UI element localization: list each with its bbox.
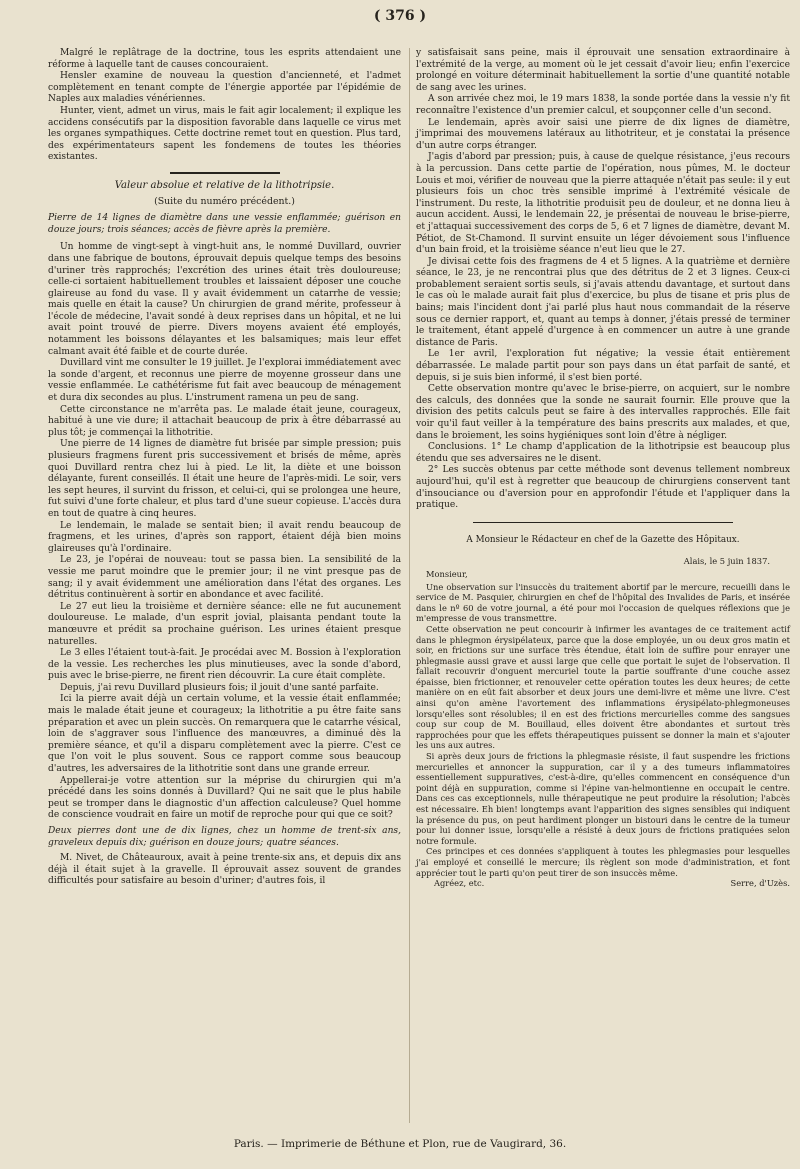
- paragraph: Conclusions. 1° Le champ d'application de la lithotripsie est beaucoup plus étendu que ses adversaires ne le disent.: [416, 442, 790, 464]
- paragraph: Le 23, je l'opérai de nouveau: tout se passa bien. La sensibilité de la vessie me parut moindre que le premier jour; il ne vint presque pas de sang; il y avait évidemment une amélioration dans l'état des organes. Les détritus continuèrent à sortir en abondance et avec facilité.: [48, 555, 401, 601]
- letter-salutation: Monsieur,: [426, 568, 468, 579]
- letter-signoff: [416, 878, 790, 889]
- letter-address: A Monsieur le Rédacteur en chef de la Gazette des Hôpitaux.: [466, 534, 740, 545]
- paragraph: Le lendemain, après avoir saisi une pierre de dix lignes de diamètre, j'imprimai des mouvemens latéraux au lithotriteur, et je constatai la présence d'un autre corps étranger.: [416, 117, 790, 151]
- paragraph: Le lendemain, le malade se sentait bien; il avait rendu beaucoup de fragmens, et les urines, d'après son rapport, étaient déjà bien moins glaireuses qu'à l'ordinaire.: [48, 520, 401, 554]
- page-number: ( 376 ): [373, 8, 427, 24]
- letter-date: Alais, le 5 juin 1837.: [683, 556, 770, 567]
- paragraph: Hensler examine de nouveau la question d'ancienneté, et l'admet complètement en tenant compte de l'énergie apportée par l'épidémie de Naples aux maladies vénériennes.: [48, 71, 401, 105]
- printer-footer: Paris. — Imprimerie de Béthune et Plon, rue de Vaugirard, 36.: [233, 1138, 567, 1150]
- section-subtitle: (Suite du numéro précédent.): [154, 195, 295, 207]
- left-column: [48, 48, 401, 888]
- letter-body: [416, 556, 790, 888]
- closing-formula: Agréez, etc.: [434, 878, 485, 889]
- paragraph: Je divisai cette fois des fragmens de 4 et 5 lignes. A la quatrième et dernière séance, le 23, je ne rencontrai plus que des détritus de 2 et 3 lignes. Ceux-ci probablement seraient sortis seuls, si j'avais attendu davantage, et surtout dans le cas où le malade aurait fait plus d'exercice, bu plus de tisane et pris plus de bains; mais l'incident dont j'ai parlé plus haut nous commandait de la réserve sous ce dernier rapport, et, quant au temps à donner, j'étais pressé de terminer le traitement, étant appelé d'urgence à en commencer un autre à une grande distance de Paris.: [416, 256, 790, 348]
- paragraph: Un homme de vingt-sept à vingt-huit ans, le nommé Duvillard, ouvrier dans une fabrique de boutons, éprouvait depuis quelque temps des besoins d'uriner très rapprochés; l'excrétion des urines était très douloureuse; celle-ci sortaient habituellement troubles et laissaient déposer une couche glaireuse au fond du vase. Il y avait évidemment un catarrhe de vessie; mais quelle en était la cause? Un chirurgien de grand mérite, professeur à l'école de médecine, l'avait sondé à deux reprises dans un hôpital, et ne lui avait point trouvé de pierre. Divers moyens avaient été employés, notamment les boissons délayantes et les balsamiques; mais leur effet calmant avait été faible et de courte durée.: [48, 242, 401, 357]
- column-separator: [409, 48, 410, 1123]
- paragraph: Hunter, vient, admet un virus, mais le fait agir localement; il explique les accidens consécutifs par la disposition favorable dans laquelle ce virus met les organes sympathiques. Cette doctrine remet tout en question. Plus tard, des expérimentateurs sapent les fondemens de toutes les théories existantes.: [48, 105, 401, 163]
- paragraph: y satisfaisait sans peine, mais il éprouvait une sensation extraordinaire à l'extrémité de la verge, au moment où le jet cessait d'avoir lieu; enfin l'exercice prolongé en voiture déterminait habituellement la sortie d'une quantité notable de sang avec les urines.: [416, 48, 790, 93]
- paragraph: Le 3 elles l'étaient tout-à-fait. Je procédai avec M. Bossion à l'exploration de la vessie. Les recherches les plus minutieuses, avec la sonde d'abord, puis avec le brise-pierre, ne firent rien découvrir. La cure était complète.: [48, 648, 401, 682]
- signature: Serre, d'Uzès.: [730, 878, 790, 889]
- paragraph: M. Nivet, de Châteauroux, avait à peine trente-six ans, et depuis dix ans déjà il était sujet à la gravelle. Il éprouvait assez souvent de grandes difficultés pour satisfaire au besoin d'uriner; d'autres fois, il: [48, 853, 401, 887]
- paragraph: Depuis, j'ai revu Duvillard plusieurs fois; il jouit d'une santé parfaite.: [60, 682, 379, 693]
- case-heading: Pierre de 14 lignes de diamètre dans une vessie enflammée; guérison en douze jours; trois séances; accès de fièvre après la première.: [48, 213, 401, 235]
- paragraph: Cette observation ne peut concourir à infirmer les avantages de ce traitement actif dans le phlegmon érysipélateux, parce que la dose employée, un ou deux gros matin et soir, en frictions sur une surface très étendue, était loin de suffire pour enrayer une phlegmasie aussi grave et aussi large que celle que portait le sujet de l'observation. Il fallait recouvrir d'onguent mercuriel toute la partie souffrante d'une couche assez épaisse, bien frictionner, et renouveler cette opération toutes les deux heures; de cette manière on en eût fait absorber et deux jours une demi-livre et même une livre. C'est ainsi qu'on amène l'avortement des inflammations érysipélato-phlegmoneuses lorsqu'elles sont résolubles; il en est des frictions mercurielles comme des sangsues coup sur coup de M. Bouillaud, elles doivent être abondantes et surtout très rapprochées pour que les effets thérapeutiques puissent se donner la main et s'ajouter les uns aux autres.: [416, 623, 790, 751]
- paragraph: Une observation sur l'insuccès du traitement abortif par le mercure, recueilli dans le service de M. Pasquier, chirurgien en chef de l'hôpital des Invalides de Paris, et insérée dans le nº 60 de votre journal, a été pour moi l'occasion de quelques réflexions que je m'empresse de vous transmettre.: [416, 581, 790, 624]
- paragraph: Duvillard vint me consulter le 19 juillet. Je l'explorai immédiatement avec la sonde d'argent, et reconnus une pierre de moyenne grosseur dans une vessie enflammée. Le cathétérisme fut fait avec beaucoup de ménagement et dura dix secondes au plus. L'instrument ramena un peu de sang.: [48, 358, 401, 404]
- paragraph: Si après deux jours de frictions la phlegmasie résiste, il faut suspendre les frictions mercurielles et annoncer la suppuration, car il y a des tumeurs inflammatoires essentiellement suppuratives, c'est-à-dire, qu'elles commencent en conséquence d'un point déjà en suppuration, comme si l'épine van-helmontienne en occupait le centre. Dans ces cas exceptionnels, nulle thérapeutique ne peut produire la résolution; l'abcès est nécessaire. Eh bien! longtemps avant l'apparition des signes sensibles qui indiquent la présence du pus, on peut hardiment plonger un bistouri dans le centre de la tumeur pour lui donner issue, lorsqu'elle a résisté à deux jours de frictions pratiquées selon notre formule.: [416, 751, 790, 846]
- paragraph: Appellerai-je votre attention sur la méprise du chirurgien qui m'a précédé dans les soins donnés à Duvillard? Qui ne sait que le plus habile peut se tromper dans le diagnostic d'un affection calculeuse? Quel homme de conscience voudrait en faire un motif de reproche pour qui que ce soit?: [48, 775, 401, 821]
- paragraph: A son arrivée chez moi, le 19 mars 1838, la sonde portée dans la vessie n'y fit reconnaître l'existence d'un premier calcul, et soupçonner celle d'un second.: [416, 94, 790, 116]
- paragraph: Le 27 eut lieu la troisième et dernière séance: elle ne fut aucunement douloureuse. Le malade, d'un esprit jovial, plaisanta pendant toute la manœuvre et prédit sa prochaine guérison. Les urines étaient presque naturelles.: [48, 601, 401, 647]
- section-divider: [170, 172, 280, 174]
- paragraph: J'agis d'abord par pression; puis, à cause de quelque résistance, j'eus recours à la percussion. Dans cette partie de l'opération, nous pûmes, M. le docteur Louis et moi, vérifier de nouveau que la pierre attaquée n'était pas seule: il y eut plusieurs fois un choc très sensible imprimé à l'extrémité vésicale de l'instrument. Du reste, la lithotritie produisit peu de douleur, et ne donna lieu à aucun accident. Aussi, le lendemain 22, je présentai de nouveau le brise-pierre, et j'attaquai successivement des corps de 5, 6 et 7 lignes de diamètre, devant M. Pétiot, de St-Chamond. Il survint ensuite un léger dévoiement sous l'influence d'un bain froid, et la troisième séance n'eut lieu que le 27.: [416, 152, 790, 256]
- paragraph: Cette circonstance ne m'arrêta pas. Le malade était jeune, courageux, habitué à une vie dure; il attachait beaucoup de prix à être débarrassé au plus tôt; je commençai la lithotritie.: [48, 404, 401, 438]
- paragraph: 2° Les succès obtenus par cette méthode sont devenus tellement nombreux aujourd'hui, qu'il est à regretter que beaucoup de chirurgiens conservent tant d'insouciance ou d'aversion pour en approfondir l'étude et l'appliquer dans la pratique.: [416, 465, 790, 511]
- paragraph: Cette observation montre qu'avec le brise-pierre, on acquiert, sur le nombre des calculs, des données que la sonde ne saurait fournir. Elle prouve que la division des petits calculs peut se faire à des intervalles rapprochés. Elle fait voir qu'il faut veiller à la température des bains prescrits aux malades, et que, dans le broiement, les soins hygiéniques sont loin d'être à négliger.: [416, 384, 790, 441]
- case-heading: Deux pierres dont une de dix lignes, chez un homme de trent-six ans, graveleux depuis dix; guérison en douze jours; quatre séances.: [48, 826, 401, 848]
- paragraph: Ces principes et ces données s'appliquent à toutes les phlegmasies pour lesquelles j'ai employé et conseillé le mercure; ils règlent son mode d'administration, et font apprécier tout le parti qu'on peut tirer de son insuccès même.: [416, 846, 790, 878]
- section-title: Valeur absolue et relative de la lithotripsie.: [114, 179, 335, 191]
- right-column: [416, 48, 790, 889]
- paragraph: Ici la pierre avait déjà un certain volume, et la vessie était enflammée; mais le malade était jeune et courageux; la lithotritie a pu être faite sans préparation et avec un plein succès. On remarquera que le catarrhe vésical, loin de s'aggraver sous l'influence des manœuvres, a diminué dès la première séance, et qu'il a disparu complètement avec la pierre. C'est ce que l'on voit le plus souvent. Sous ce rapport comme sous beaucoup d'autres, les adversaires de la lithotritie sont dans une grande erreur.: [48, 694, 401, 775]
- section-divider: [473, 522, 733, 523]
- paragraph: Le 1er avril, l'exploration fut négative; la vessie était entièrement débarrassée. Le malade partit pour son pays dans un état parfait de santé, et depuis, si je suis bien informé, il s'est bien porté.: [416, 349, 790, 383]
- paragraph: Une pierre de 14 lignes de diamètre fut brisée par simple pression; puis plusieurs fragmens furent pris successivement et brisés de même, après quoi Duvillard rentra chez lui à pied. Le lit, la diète et une boisson délayante, furent conseillés. Il était une heure de l'après-midi. Le soir, vers les sept heures, il survint du frisson, et celui-ci, qui se prolongea une heure, fut suivi d'une forte chaleur, et plus tard d'une sueur copieuse. L'accès dura en tout de quatre à cinq heures.: [48, 439, 401, 519]
- paragraph: Malgré le replâtrage de la doctrine, tous les esprits attendaient une réforme à laquelle tant de causes concouraient.: [48, 48, 401, 70]
